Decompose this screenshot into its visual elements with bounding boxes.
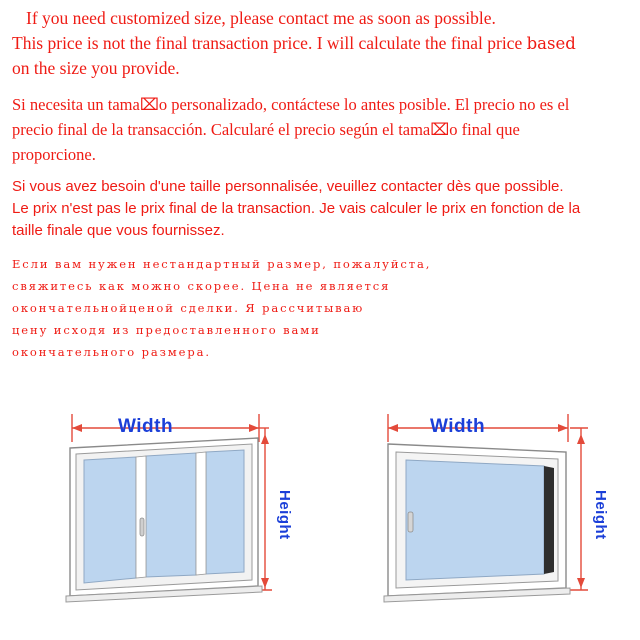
- russian-line-5: окончательного размера.: [12, 345, 211, 359]
- french-line-3: taille finale que vous fournissez.: [12, 222, 225, 239]
- russian-line-1: Если вам нужен нестандартный размер, пожалуйста,: [12, 257, 432, 271]
- height-label-left: Height: [276, 490, 293, 540]
- russian-line-4: цену исходя из предоставленного вами: [12, 323, 321, 337]
- arrow-up-bottom: [577, 578, 585, 588]
- french-notice: [12, 176, 630, 242]
- english-line-1: If you need customized size, please contact me as soon as possible.: [26, 8, 496, 28]
- english-emphasis-word: based: [526, 34, 576, 53]
- spanish-line-3: proporcione.: [12, 145, 96, 164]
- spanish-notice: [12, 92, 630, 167]
- width-label-left: Width: [118, 416, 174, 437]
- height-label-right: Height: [592, 490, 609, 540]
- sliding-window-diagram: [14, 400, 314, 630]
- russian-notice: [12, 253, 624, 363]
- spanish-line-1: Si necesita un tama⌧o personalizado, contáctese lo antes posible. El precio no es el: [12, 95, 570, 114]
- french-line-1: Si vous avez besoin d'une taille personnalisée, veuillez contacter dès que possible.: [12, 178, 564, 195]
- casement-window-diagram: [330, 400, 630, 630]
- glass-pane-center: [146, 453, 196, 577]
- width-label-right: Width: [430, 416, 486, 437]
- glass-pane-left: [84, 457, 136, 583]
- window-open-edge: [544, 466, 554, 574]
- russian-line-2: свяжитесь как можно скорее. Цена не является: [12, 279, 391, 293]
- spanish-line-2: precio final de la transacción. Calcularé el precio según el tama⌧o final que: [12, 120, 520, 139]
- arrow-left: [72, 424, 82, 432]
- russian-line-3: окончательнойценой сделки. Я рассчитываю: [12, 301, 365, 315]
- arrow-down-top: [261, 434, 269, 444]
- glass-pane: [406, 460, 544, 580]
- english-line-2-text: This price is not the final transaction price. I will calculate the final price: [12, 33, 527, 53]
- window-handle: [140, 518, 144, 536]
- arrow-right: [249, 424, 259, 432]
- english-line-3: on the size you provide.: [12, 58, 180, 78]
- mullion-1: [136, 456, 146, 578]
- arrow-right: [558, 424, 568, 432]
- arrow-down-top: [577, 434, 585, 444]
- mullion-2: [196, 452, 206, 575]
- english-line-2: [12, 31, 630, 56]
- glass-pane-right: [206, 450, 244, 574]
- window-handle: [408, 512, 413, 532]
- arrow-left: [388, 424, 398, 432]
- english-notice: [12, 6, 630, 81]
- french-line-2: Le prix n'est pas le prix final de la transaction. Je vais calculer le prix en fonction de la: [12, 200, 581, 217]
